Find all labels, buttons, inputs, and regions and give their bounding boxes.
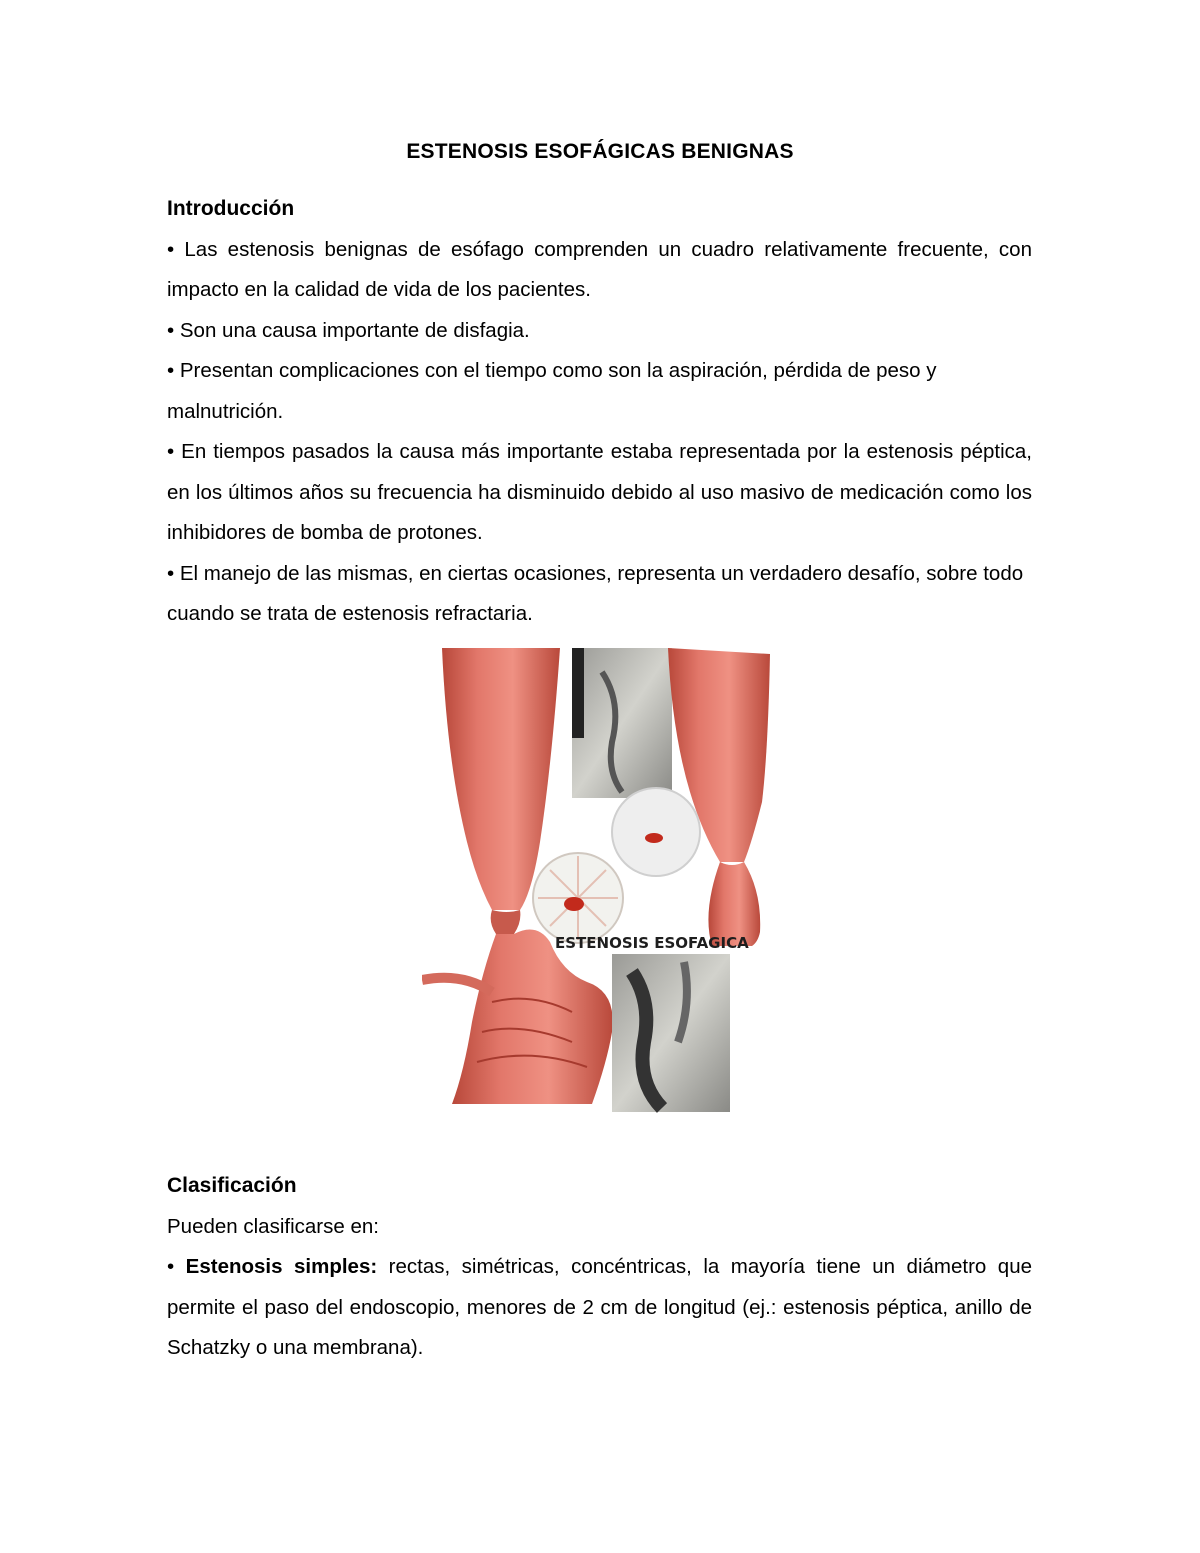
classification-item-1-bullet: • (167, 1255, 186, 1278)
classification-section (167, 1166, 1032, 1369)
intro-bullet-4: • En tiempos pasados la causa más importante estaba representada por la estenosis péptica, en los últimos años su frecuencia ha disminuido debido al uso masivo de medicación como los inhibidores de bomba de protones. (167, 440, 1032, 544)
esophageal-stenosis-illustration (422, 642, 776, 1114)
intro-bullet-5: • El manejo de las mismas, en ciertas ocasiones, representa un verdadero desafío, sobre todo cuando se trata de estenosis refractaria. (167, 561, 1024, 625)
figure-caption: ESTENOSIS ESOFAGICA (555, 934, 749, 952)
classification-item-1 (167, 1247, 1032, 1369)
classification-item-1-term: Estenosis simples: (185, 1255, 378, 1278)
introduction-section (167, 189, 1032, 635)
intro-bullet-2: • Son una causa importante de disfagia. (167, 318, 530, 342)
intro-bullet-3: • Presentan complicaciones con el tiempo como son la aspiración, pérdida de peso y malnutrición. (167, 359, 937, 423)
document-title: ESTENOSIS ESOFÁGICAS BENIGNAS (406, 140, 794, 163)
classification-intro: Pueden clasificarse en: (167, 1214, 379, 1238)
introduction-heading: Introducción (167, 197, 295, 220)
classification-heading: Clasificación (167, 1174, 297, 1197)
intro-bullet-1: • Las estenosis benignas de esófago comprenden un cuadro relativamente frecuente, con impacto en la calidad de vida de los pacientes. (167, 237, 1032, 301)
classification-item-1-text: rectas, simétricas, concéntricas, la mayoría tiene un diámetro que permite el paso del endoscopio, menores de 2 cm de longitud (ej.: estenosis péptica, anillo de Schatzky o una membrana). (167, 1255, 1032, 1359)
